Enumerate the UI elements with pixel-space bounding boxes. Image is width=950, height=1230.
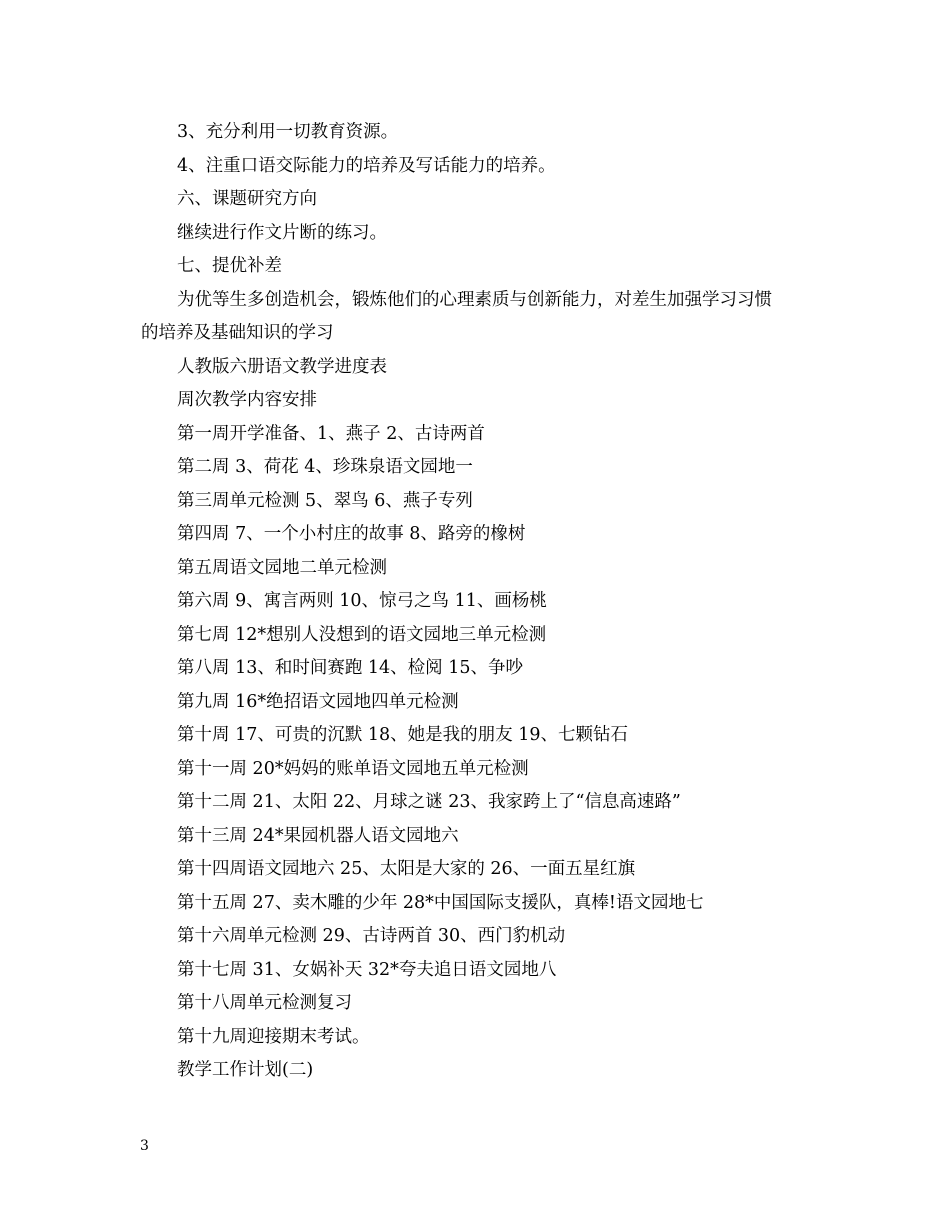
schedule-week-18: 第十八周单元检测复习 <box>177 993 352 1013</box>
section-heading: 六、课题研究方向 <box>177 189 317 209</box>
schedule-week-17: 第十七周 31、女娲补天 32*夸夫追日语文园地八 <box>177 959 557 980</box>
document-body <box>0 116 950 1088</box>
schedule-week-4: 第四周 7、一个小村庄的故事 8、路旁的橡树 <box>177 524 526 544</box>
schedule-week-11: 第十一周 20*妈妈的账单语文园地五单元检测 <box>177 758 529 779</box>
schedule-week-8: 第八周 13、和时间赛跑 14、检阅 15、争吵 <box>177 658 523 678</box>
text-line: 继续进行作文片断的练习。 <box>177 222 387 243</box>
schedule-week-3: 第三周单元检测 5、翠鸟 6、燕子专列 <box>177 490 473 511</box>
schedule-week-14: 第十四周语文园地六 25、太阳是大家的 26、一面五星红旗 <box>177 859 636 879</box>
schedule-week-15: 第十五周 27、卖木雕的少年 28*中国国际支援队，真棒!语文园地七 <box>177 892 704 913</box>
schedule-title: 人教版六册语文教学进度表 <box>177 356 387 377</box>
schedule-week-6: 第六周 9、寓言两则 10、惊弓之鸟 11、画杨桃 <box>177 591 547 611</box>
text-line-continuation: 的培养及基础知识的学习 <box>141 323 334 343</box>
page-number: 3 <box>140 1138 149 1154</box>
schedule-week-12: 第十二周 21、太阳 22、月球之谜 23、我家跨上了“信息高速路” <box>177 792 681 812</box>
schedule-week-9: 第九周 16*绝招语文园地四单元检测 <box>177 691 459 712</box>
text-line: 3、充分利用一切教育资源。 <box>177 122 399 142</box>
text-line: 4、注重口语交际能力的培养及写话能力的培养。 <box>177 155 556 176</box>
schedule-week-2: 第二周 3、荷花 4、珍珠泉语文园地一 <box>177 457 473 477</box>
schedule-week-19: 第十九周迎接期末考试。 <box>177 1026 370 1047</box>
section-heading: 教学工作计划(二) <box>177 1060 314 1080</box>
schedule-week-10: 第十周 17、可贵的沉默 18、她是我的朋友 19、七颗钻石 <box>177 725 628 745</box>
schedule-week-7: 第七周 12*想别人没想到的语文园地三单元检测 <box>177 624 547 645</box>
schedule-header: 周次教学内容安排 <box>177 390 317 410</box>
schedule-week-16: 第十六周单元检测 29、古诗两首 30、西门豹机动 <box>177 926 566 946</box>
text-line: 为优等生多创造机会，锻炼他们的心理素质与创新能力，对差生加强学习习惯 <box>177 289 772 310</box>
section-heading: 七、提优补差 <box>177 256 282 276</box>
schedule-week-13: 第十三周 24*果园机器人语文园地六 <box>177 825 459 846</box>
schedule-week-5: 第五周语文园地二单元检测 <box>177 557 387 578</box>
schedule-week-1: 第一周开学准备、1、燕子 2、古诗两首 <box>177 423 485 444</box>
